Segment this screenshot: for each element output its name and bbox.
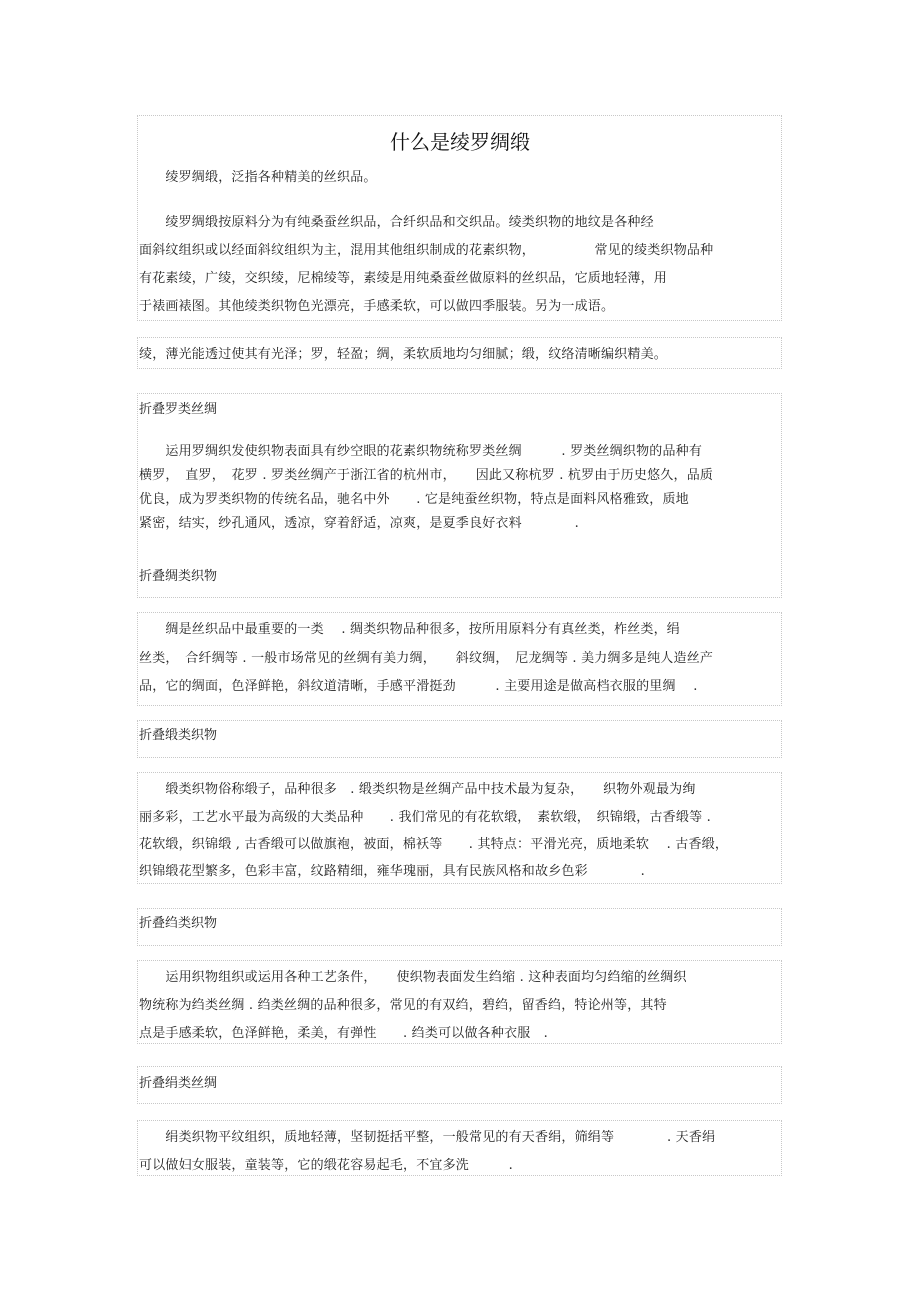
section-heading-chou: 折叠绸类织物 — [139, 569, 218, 584]
section-line: 花软缎，织锦缎 , 古香缎可以做旗袍，被面，棉袄等 . 其特点：平滑光亮，质地柔软 . 古香缎， — [139, 837, 729, 852]
intro-line: 绫罗绸缎，泛指各种精美的丝织品。 — [139, 170, 377, 185]
intro-line: 于裱画裱图。其他绫类织物色光漂亮，手感柔软，可以做四季服装。另为一成语。 — [139, 299, 615, 314]
section-line: 绸是丝织品中最重要的一类 . 绸类织物品种很多，按所用原料分有真丝类，柞丝类，绢 — [139, 622, 680, 637]
section-line: 绢类织物平纹组织，质地轻薄，坚韧挺括平整，一般常见的有天香绢，筛绢等 . 天香绢 — [139, 1130, 716, 1145]
section-line: 运用织物组织或运用各种工艺条件， 使织物表面发生绉缩 . 这种表面均匀绉缩的丝绸织 — [139, 970, 687, 985]
section-box-zhou-heading — [137, 908, 782, 946]
section-line: 运用罗绸织发使织物表面具有纱空眼的花素织物统称罗类丝绸 . 罗类丝绸织物的品种有 — [139, 444, 703, 459]
section-box-duan-heading — [137, 720, 782, 758]
section-line: 点是手感柔软，色泽鲜艳，柔美，有弹性 . 绉类可以做各种衣服 . — [139, 1026, 548, 1041]
section-heading-luo: 折叠罗类丝绸 — [139, 402, 218, 417]
intro-line: 有花素绫，广绫，交织绫，尼棉绫等，素绫是用纯桑蚕丝做原料的丝织品，它质地轻薄，用 — [139, 271, 668, 286]
section-heading-duan: 折叠缎类织物 — [139, 728, 218, 743]
intro-line: 面斜纹组织或以经面斜纹组织为主，混用其他组织制成的花素织物， 常见的绫类织物品种 — [139, 243, 714, 258]
section-line: 可以做妇女服装，童装等，它的缎花容易起毛，不宜多洗 . — [139, 1158, 513, 1173]
section-line: 品，它的绸面，色泽鲜艳，斜纹道清晰，手感平滑挺劲 . 主要用途是做高档衣服的里绸 . — [139, 679, 698, 694]
section-line: 缎类织物俗称缎子，品种很多 . 缎类织物是丝绸产品中技术最为复杂， 织物外观最为绚 — [139, 782, 696, 797]
section-box-juan-heading — [137, 1066, 782, 1104]
section-line: 横罗， 直罗， 花罗 . 罗类丝绸产于浙江省的杭州市， 因此又称杭罗 . 杭罗由于历史悠久，品质 — [139, 468, 714, 483]
section-line: 丝类， 合纤绸等 . 一般市场常见的丝绸有美力绸， 斜纹绸， 尼龙绸等 . 美力绸多是纯人造丝产 — [139, 651, 714, 666]
summary-line: 绫，薄光能透过使其有光泽；罗，轻盈；绸，柔软质地均匀细腻；缎，纹络清晰编织精美。 — [139, 347, 668, 362]
section-heading-juan: 折叠绢类丝绸 — [139, 1076, 218, 1091]
page-title: 什么是绫罗绸缎 — [390, 130, 530, 154]
section-line: 优良，成为罗类织物的传统名品，驰名中外 . 它是纯蚕丝织物，特点是面料风格雅致，质地 — [139, 492, 689, 507]
section-line: 丽多彩，工艺水平最为高级的大类品种 . 我们常见的有花软缎， 素软缎， 织锦缎，古香缎等 . — [139, 810, 711, 825]
section-line: 紧密，结实，纱孔通风，透凉，穿着舒适，凉爽，是夏季良好衣料 . — [139, 516, 579, 531]
intro-line: 绫罗绸缎按原料分为有纯桑蚕丝织品，合纤织品和交织品。绫类织物的地纹是各种经 — [139, 215, 654, 230]
section-line: 物统称为绉类丝绸 . 绉类丝绸的品种很多，常见的有双绉，碧绉，留香绉，特论州等，其特 — [139, 998, 667, 1013]
section-heading-zhou: 折叠绉类织物 — [139, 916, 218, 931]
section-line: 织锦缎花型繁多，色彩丰富，纹路精细，雍华瑰丽，具有民族风格和故乡色彩 . — [139, 864, 645, 879]
